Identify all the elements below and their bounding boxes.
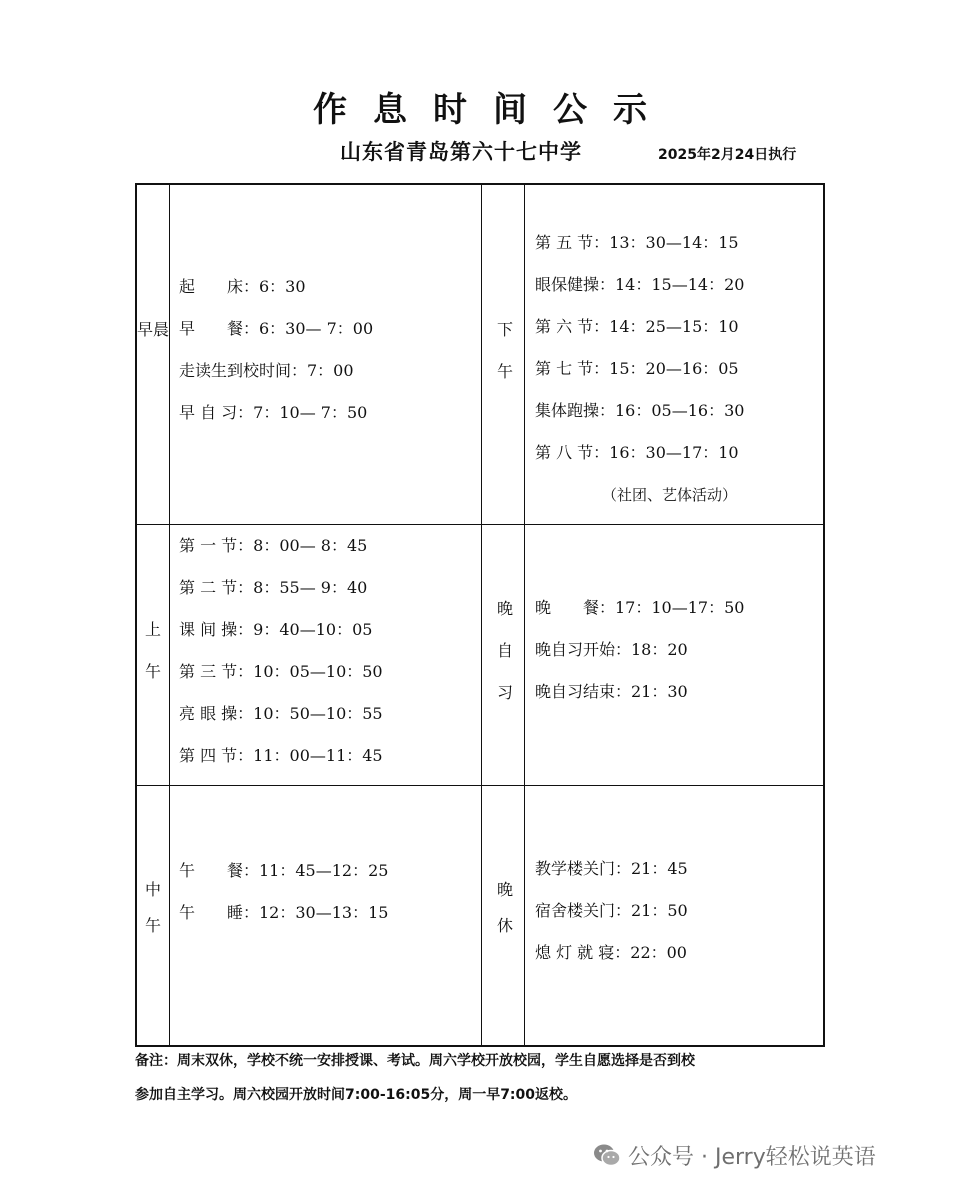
evening-study-label-text: 晚自习 <box>497 599 514 702</box>
afternoon-item: 眼保健操：14：15—14：20 <box>535 275 745 294</box>
morning-item: 早 餐：6：30— 7：00 <box>179 319 374 338</box>
footnote-line-1: 备注：周末双休，学校不统一安排授课、考试。周六学校开放校园，学生自愿选择是否到校 <box>135 1053 695 1069</box>
night-rest-label <box>484 872 526 944</box>
forenoon-item: 第 四 节：11：00—11：45 <box>179 746 383 765</box>
evening-study-label <box>484 588 526 714</box>
watermark <box>592 1138 942 1172</box>
evening-study-item: 晚 餐：17：10—17：50 <box>535 598 745 617</box>
schedule-table <box>135 183 825 1047</box>
noon-label-text: 中午 <box>145 880 162 935</box>
effective-date: 2025年2月24日执行 <box>658 147 797 163</box>
afternoon-label-text: 下午 <box>497 320 514 381</box>
morning-item: 起 床：6：30 <box>179 277 306 296</box>
night-rest-section <box>482 786 823 1045</box>
afternoon-label <box>484 309 526 393</box>
evening-study-item: 晚自习开始：18：20 <box>535 640 688 659</box>
subtitle-row <box>340 134 840 174</box>
forenoon-item: 第 二 节：8：55— 9：40 <box>179 578 368 597</box>
evening-study-item: 晚自习结束：21：30 <box>535 682 688 701</box>
afternoon-item: 第 六 节：14：25—15：10 <box>535 317 739 336</box>
morning-item: 走读生到校时间：7：00 <box>179 361 354 380</box>
morning-label-text: 早晨 <box>136 320 169 339</box>
morning-section <box>137 185 481 524</box>
evening-study-section <box>482 525 823 785</box>
morning-item: 早 自 习：7：10— 7：50 <box>179 403 368 422</box>
forenoon-label-text: 上午 <box>145 620 162 681</box>
forenoon-label <box>135 609 171 693</box>
afternoon-section <box>482 185 823 524</box>
forenoon-section <box>137 525 481 785</box>
afternoon-item: 集体跑操：16：05—16：30 <box>535 401 745 420</box>
morning-label <box>135 309 171 351</box>
night-rest-item: 教学楼关门：21：45 <box>535 859 688 878</box>
footnote-line-2: 参加自主学习。周六校园开放时间7:00-16:05分，周一早7:00返校。 <box>135 1087 578 1103</box>
afternoon-item: 第 八 节：16：30—17：10 <box>535 443 739 462</box>
afternoon-item: 第 七 节：15：20—16：05 <box>535 359 739 378</box>
forenoon-item: 第 三 节：10：05—10：50 <box>179 662 383 681</box>
page-title: 作息时间公示 <box>313 90 673 130</box>
forenoon-item: 亮 眼 操：10：50—10：55 <box>179 704 383 723</box>
wechat-icon <box>592 1140 622 1170</box>
night-rest-item: 熄 灯 就 寝：22：00 <box>535 943 687 962</box>
forenoon-item: 第 一 节：8：00— 8：45 <box>179 536 368 555</box>
school-name: 山东省青岛第六十七中学 <box>340 139 582 164</box>
forenoon-item: 课 间 操：9：40—10：05 <box>179 620 373 639</box>
noon-section <box>137 786 481 1045</box>
afternoon-item: 第 五 节：13：30—14：15 <box>535 233 739 252</box>
night-rest-label-text: 晚休 <box>497 880 514 935</box>
noon-label <box>135 872 171 944</box>
noon-item: 午 睡：12：30—13：15 <box>179 903 389 922</box>
noon-item: 午 餐：11：45—12：25 <box>179 861 389 880</box>
watermark-text: 公众号 · Jerry轻松说英语 <box>628 1145 876 1170</box>
night-rest-item: 宿舍楼关门：21：50 <box>535 901 688 920</box>
afternoon-activity-note: （社团、艺体活动） <box>602 486 738 504</box>
